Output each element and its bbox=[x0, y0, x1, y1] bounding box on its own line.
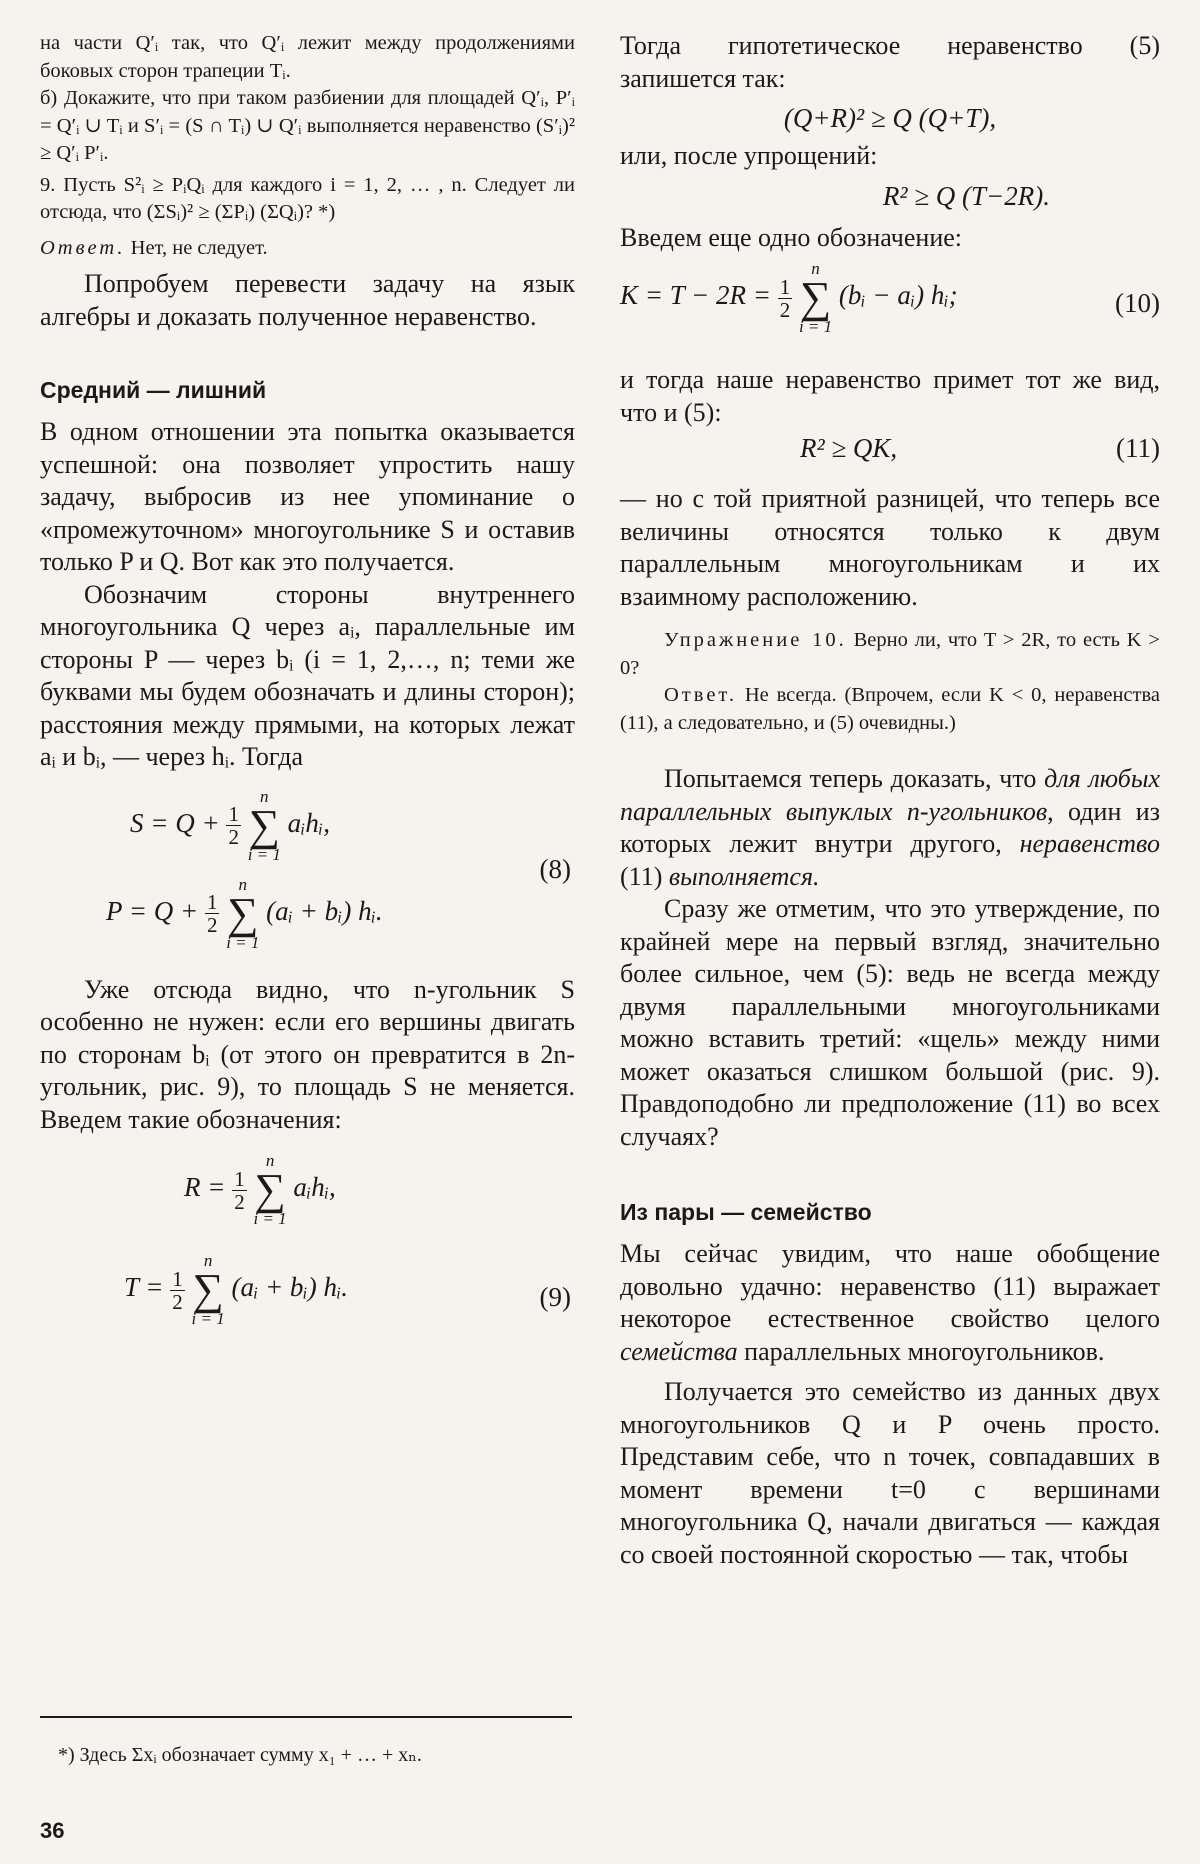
right-paragraph-3: Введем еще одно обозначение: bbox=[620, 222, 962, 252]
fraction-half: $\frac{1}{2}$ bbox=[779, 274, 791, 322]
exercise-10-text: Верно ли, что T > 2R, то есть K > 0? bbox=[620, 629, 1160, 679]
fraction-half: $\frac{1}{2}$ bbox=[228, 802, 239, 849]
formula-9a-lhs: R = bbox=[184, 1172, 226, 1203]
right-paragraph-5: — но с той приятной разницей, что теперь все величины относятся только к двум параллельным многоугольникам и их взаимному расположению. bbox=[620, 484, 1160, 611]
sum-symbol: n ∑ i = 1 bbox=[798, 259, 833, 336]
left-paragraph-1: на части Q′ᵢ так, что Q′ᵢ лежит между продолжениями боковых сторон трапеции Tᵢ. bbox=[40, 32, 575, 82]
formula-9-line-2 bbox=[124, 1252, 348, 1328]
formula-8b-lhs: P = Q + bbox=[106, 895, 199, 926]
equation-number-11: (11) bbox=[1116, 433, 1160, 463]
formula-8a-lhs: S = Q + bbox=[130, 807, 220, 838]
formula-9b-lhs: T = bbox=[124, 1272, 164, 1303]
equation-number-10: (10) bbox=[1115, 288, 1160, 318]
exercise-10 bbox=[620, 627, 1160, 682]
formula-8 bbox=[40, 788, 575, 964]
formula-11 bbox=[620, 433, 1160, 475]
fraction-half: $\frac{1}{2}$ bbox=[206, 890, 218, 937]
formula-8-line-1 bbox=[130, 788, 330, 864]
fraction-half: $\frac{1}{2}$ bbox=[234, 1166, 245, 1214]
left-paragraph-8: Уже отсюда видно, что n-угольник S особенно не нужен: если его вершины двигать по сторонам bᵢ (от этого он превратится в 2n-угольник, рис. 9), то площадь S не меняется. Введем такие обозначения: bbox=[40, 974, 575, 1134]
formula-10-lhs: K = T − 2R = bbox=[620, 280, 771, 311]
footnote-rule bbox=[40, 1716, 572, 1718]
equation-number-8: (8) bbox=[539, 853, 571, 884]
formula-9 bbox=[40, 1152, 575, 1352]
answer-10-label: Ответ. bbox=[664, 684, 737, 706]
sum-symbol: n ∑ i = 1 bbox=[191, 1251, 225, 1328]
section-heading-family: Из пары — семейство bbox=[620, 1199, 872, 1225]
answer-10-text: Не всегда. (Впрочем, если K < 0, неравенства (11), а следовательно, и (5) очевидны.) bbox=[620, 684, 1160, 734]
formula-8a-term: aᵢhᵢ, bbox=[287, 807, 330, 838]
left-paragraph-2: б) Докажите, что при таком разбиении для площадей Q′ᵢ, P′ᵢ = Q′ᵢ ∪ Tᵢ и S′ᵢ = (S ∩ Tᵢ) ∪ Q′ᵢ выполняется неравенство (S′ᵢ)² ≥ Q′ᵢ P′ᵢ. bbox=[40, 87, 575, 164]
formula-9a-term: aᵢhᵢ, bbox=[293, 1172, 336, 1203]
left-column bbox=[40, 30, 575, 1352]
formula-9b-term: (aᵢ + bᵢ) hᵢ. bbox=[231, 1272, 348, 1303]
right-paragraph-2: или, после упрощений: bbox=[620, 141, 878, 170]
section-heading-middle: Средний — лишний bbox=[40, 377, 267, 403]
formula-8b-term: (aᵢ + bᵢ) hᵢ. bbox=[266, 895, 383, 926]
exercise-9: 9. Пусть S²ᵢ ≥ PᵢQᵢ для каждого i = 1, 2, … , n. Следует ли отсюда, что (ΣSᵢ)² ≥ (ΣPᵢ) (ΣQᵢ)? *) bbox=[40, 173, 575, 223]
sum-symbol: n ∑ i = 1 bbox=[253, 1151, 287, 1228]
answer-label: Ответ. bbox=[40, 236, 126, 259]
right-paragraph-9: Получается это семейство из данных двух многоугольников Q и P очень просто. Представим себе, что n точек, совпадавших в момент времени t=0 с вершинами многоугольника Q, начали двигаться — каждая со своей постоянной скоростью — так, чтобы bbox=[620, 1377, 1160, 1569]
right-paragraph-1: Тогда гипотетическое неравенство (5) запишется так: bbox=[620, 31, 1160, 93]
left-paragraph-7: Обозначим стороны внутреннего многоугольника Q через aᵢ, параллельные им стороны P — через bᵢ (i = 1, 2,…, n; теми же буквами мы будем обозначать и длины сторон); расстояния между прямыми, на которых лежат aᵢ и bᵢ, — через hᵢ. Тогда bbox=[40, 579, 575, 771]
formula-11-expr: R² ≥ QK, bbox=[800, 433, 898, 463]
formula-10-term: (bᵢ − aᵢ) hᵢ; bbox=[838, 280, 958, 311]
right-paragraph-4: и тогда наше неравенство примет тот же вид, что и (5): bbox=[620, 365, 1160, 427]
equation-number-9: (9) bbox=[539, 1282, 571, 1312]
footnote: *) Здесь Σxᵢ обозначает сумму x₁ + … + xₙ. bbox=[58, 1744, 422, 1766]
right-column bbox=[620, 30, 1160, 1571]
fraction-half: $\frac{1}{2}$ bbox=[172, 1266, 183, 1314]
formula-9-line-1 bbox=[184, 1152, 336, 1228]
formula-10 bbox=[620, 260, 1160, 356]
answer-9 bbox=[40, 235, 575, 263]
formula-simplified: R² ≥ Q (T−2R). bbox=[882, 180, 1050, 211]
formula-8-line-2 bbox=[106, 876, 383, 952]
formula-hypothesis: (Q+R)² ≥ Q (Q+T), bbox=[783, 103, 997, 133]
right-paragraph-6: Попытаемся теперь доказать, что для любых параллельных выпуклых n-угольников, один из которых лежит внутри другого, неравенство (11) выполняется. bbox=[620, 764, 1160, 891]
left-paragraph-6: В одном отношении эта попытка оказывается успешной: она позволяет упростить нашу задачу, выбросив из нее упоминание о «промежуточном» многоугольнике S и оставив только P и Q. Вот как это получается. bbox=[40, 417, 575, 576]
exercise-10-label: Упражнение 10. bbox=[664, 629, 847, 651]
page-number: 36 bbox=[40, 1818, 65, 1843]
formula-10-line bbox=[620, 260, 958, 336]
answer-10 bbox=[620, 682, 1160, 737]
sum-symbol: n ∑ i = 1 bbox=[247, 786, 281, 864]
right-paragraph-8: Мы сейчас увидим, что наше обобщение довольно удачно: неравенство (11) выражает некоторое естественное свойство целого семейства параллельных многоугольников. bbox=[620, 1239, 1160, 1366]
right-paragraph-7: Сразу же отметим, что это утверждение, по крайней мере на первый взгляд, значительно более сильное, чем (5): ведь не всегда между двумя параллельными многоугольниками можно вставить третий: «щель» между ними может оказаться слишком большой (рис. 9). Правдоподобно ли предположение (11) во всех случаях? bbox=[620, 894, 1160, 1151]
left-paragraph-5: Попробуем перевести задачу на язык алгебры и доказать полученное неравенство. bbox=[40, 269, 575, 331]
sum-symbol: n ∑ i = 1 bbox=[226, 874, 260, 952]
answer-text: Нет, не следует. bbox=[125, 236, 268, 259]
